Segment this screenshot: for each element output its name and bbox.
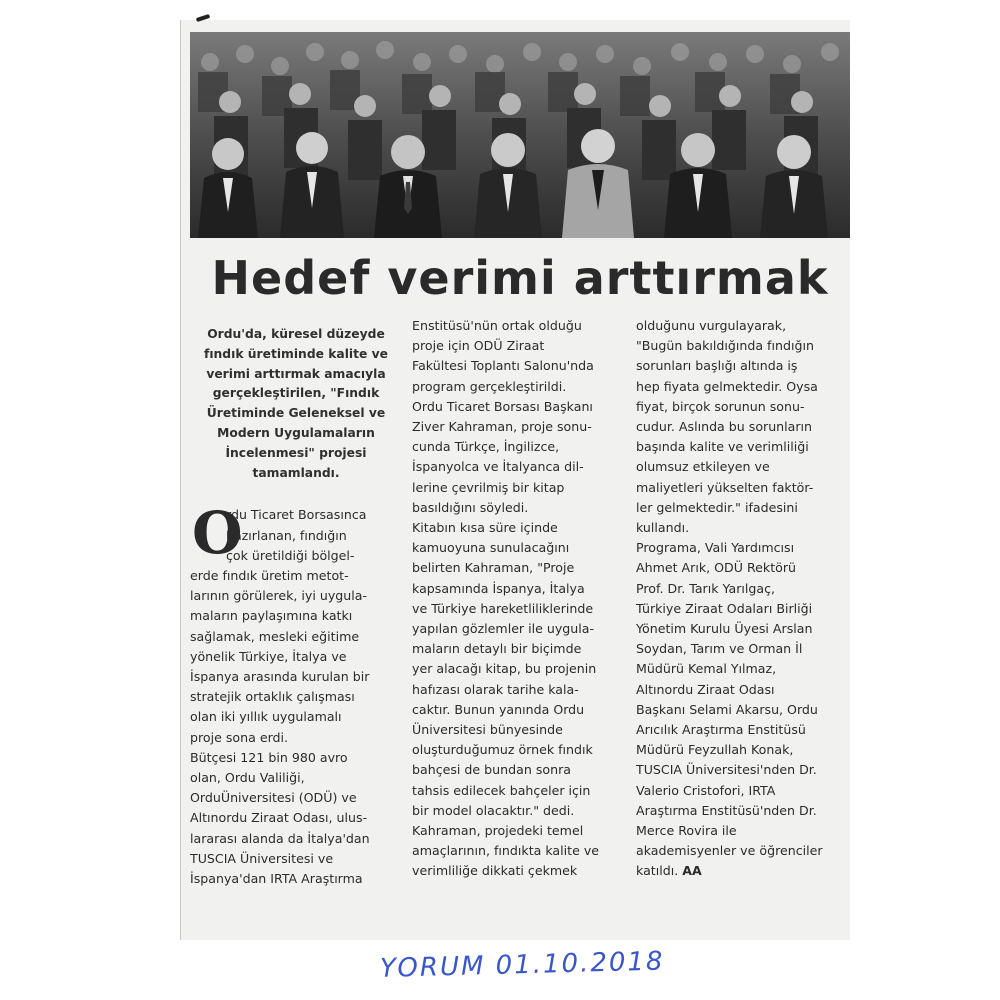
body-line: Programa, Vali Yardımcısı xyxy=(636,540,795,556)
body-line: larının görülerek, iyi uygula- xyxy=(190,588,368,604)
body-line: Ahmet Arık, ODÜ Rektörü xyxy=(636,560,797,576)
body-line: olumsuz etkileyen ve xyxy=(636,459,770,475)
body-line: İspanya arasında kurulan bir xyxy=(190,669,370,684)
body-line: Başkanı Selami Akarsu, Ordu xyxy=(636,701,818,717)
body-line: maların detaylı bir biçimde xyxy=(412,641,582,657)
body-line: Merce Rovira ile xyxy=(636,823,737,839)
body-line: yönelik Türkiye, İtalya ve xyxy=(190,648,347,664)
body-line: proje sona erdi. xyxy=(190,729,289,745)
agency-signature: AA xyxy=(682,863,702,879)
body-line: akademisyenler ve öğrenciler xyxy=(636,843,823,859)
body-line: lerine çevrilmiş bir kitap xyxy=(412,479,565,495)
body-line: Üniversitesi bünyesinde xyxy=(412,722,563,738)
body-line: fiyat, birçok sorunun sonu- xyxy=(636,398,805,414)
body-line: cudur. Aslında bu sorunların xyxy=(636,419,813,435)
body-line: Araştırma Enstitüsü'nden Dr. xyxy=(636,802,817,818)
body-line: olduğunu vurgulayarak, xyxy=(636,318,787,333)
body-line: stratejik ortaklık çalışması xyxy=(190,689,355,705)
body-line: cunda Türkçe, İngilizce, xyxy=(412,439,560,455)
body-line: basıldığını söyledi. xyxy=(412,499,529,515)
body-line: Fakültesi Toplantı Salonu'nda xyxy=(412,358,594,374)
lede-line: Modern Uygulamaların xyxy=(217,425,375,440)
body-line: Ordu Ticaret Borsası Başkanı xyxy=(412,398,593,414)
body-line: erde fındık üretim metot- xyxy=(190,567,349,583)
article-lede xyxy=(190,316,402,483)
body-line: Yönetim Kurulu Üyesi Arslan xyxy=(636,621,813,637)
body-line: "Bugün bakıldığında fındığın xyxy=(636,338,814,354)
body-line: Müdürü Kemal Yılmaz, xyxy=(636,661,777,677)
body-line: TUSCIA Üniversitesi ve xyxy=(190,850,334,866)
body-line: maliyetleri yükselten faktör- xyxy=(636,479,814,495)
body-line: Soydan, Tarım ve Orman İl xyxy=(636,641,803,657)
body-line: Altınordu Ziraat Odası xyxy=(636,681,775,697)
body-line: yapılan gözlemler ile uygula- xyxy=(412,621,595,637)
body-line: lararası alanda da İtalya'dan xyxy=(190,830,370,846)
body-line: TUSCIA Üniversitesi'nden Dr. xyxy=(636,762,817,778)
lede-line: Üretiminde Geleneksel ve xyxy=(206,406,386,421)
lede-line: Ordu'da, küresel düzeyde xyxy=(207,327,385,341)
article-headline: Hedef verimi arttırmak xyxy=(211,251,829,305)
body-text-column-1 xyxy=(190,499,402,889)
handwritten-date-note: YORUM 01.10.2018 xyxy=(379,946,665,984)
body-line: hep fiyata gelmektedir. Oysa xyxy=(636,378,818,394)
body-line: verimliliğe dikkati çekmek xyxy=(412,863,578,879)
body-line: Müdürü Feyzullah Konak, xyxy=(636,742,794,758)
body-line: çok üretildiği bölgel- xyxy=(226,547,355,563)
body-line: Altınordu Ziraat Odası, ulus- xyxy=(190,810,368,826)
body-line: amaçlarının, fındıkta kalite ve xyxy=(412,843,600,859)
body-line: sorunları başlığı altında iş xyxy=(636,358,798,374)
lede-line: verimi arttırmak amacıyla xyxy=(206,366,386,381)
audience-photo-illustration xyxy=(190,32,850,238)
body-line: proje için ODÜ Ziraat xyxy=(412,338,545,354)
body-line: Arıcılık Araştırma Enstitüsü xyxy=(636,722,806,738)
body-line: yer alacağı kitap, bu projenin xyxy=(412,661,597,677)
body-line: ler gelmektedir." ifadesini xyxy=(636,499,798,515)
body-line: program gerçekleştirildi. xyxy=(412,378,567,394)
body-line: İspanyolca ve İtalyanca dil- xyxy=(412,459,584,475)
lede-line: gerçekleştirilen, "Fındık xyxy=(212,386,380,401)
column-2 xyxy=(410,316,628,882)
body-line: rdu Ticaret Borsasınca xyxy=(226,507,367,523)
body-line: Kahraman, projedeki temel xyxy=(412,823,584,839)
body-line: Enstitüsü'nün ortak olduğu xyxy=(412,318,582,333)
body-line: maların paylaşımına katkı xyxy=(190,608,353,624)
body-line: caktır. Bunun yanında Ordu xyxy=(412,701,585,717)
column-1 xyxy=(190,316,402,889)
body-line: kullandı. xyxy=(636,520,690,536)
body-line: Valerio Cristofori, IRTA xyxy=(636,782,776,798)
body-line: sağlamak, mesleki eğitime xyxy=(190,628,360,644)
news-photo xyxy=(190,32,850,238)
body-line: bir model olacaktır." dedi. xyxy=(412,802,575,818)
body-line: bahçesi de bundan sonra xyxy=(412,762,571,778)
body-line: oluşturduğumuz örnek fındık xyxy=(412,742,593,758)
body-line: hazırlanan, fındığın xyxy=(226,527,347,543)
body-line-last xyxy=(634,861,850,881)
body-line: Kitabın kısa süre içinde xyxy=(412,520,558,536)
body-line: Prof. Dr. Tarık Yarılgaç, xyxy=(636,580,776,596)
body-line: belirten Kahraman, "Proje xyxy=(412,560,575,576)
lede-line: fındık üretiminde kalite ve xyxy=(203,346,388,361)
body-line: ve Türkiye hareketliliklerinde xyxy=(412,600,594,616)
body-line: Ziver Kahraman, proje sonu- xyxy=(412,419,592,435)
drop-cap: O xyxy=(192,499,243,568)
body-line: tahsis edilecek bahçeler için xyxy=(412,782,591,798)
body-line: İspanya'dan IRTA Araştırma xyxy=(190,871,363,887)
column-3 xyxy=(634,316,850,882)
body-line: başında kalite ve verimliliği xyxy=(636,439,809,455)
body-line: olan iki yıllık uygulamalı xyxy=(190,709,342,725)
body-line: OrduÜniversitesi (ODÜ) ve xyxy=(190,790,357,806)
body-line: olan, Ordu Valiliği, xyxy=(190,770,305,786)
body-line: kamuoyuna sunulacağını xyxy=(412,540,570,556)
closing-text: katıldı. xyxy=(636,863,679,879)
body-line: kapsamında İspanya, İtalya xyxy=(412,580,585,596)
body-line: Bütçesi 121 bin 980 avro xyxy=(190,749,348,765)
body-line: hafızası olarak tarihe kala- xyxy=(412,681,579,697)
body-line: Türkiye Ziraat Odaları Birliği xyxy=(636,600,813,616)
lede-line: tamamlandı. xyxy=(252,465,340,480)
lede-line: İncelenmesi" projesi xyxy=(225,445,367,460)
